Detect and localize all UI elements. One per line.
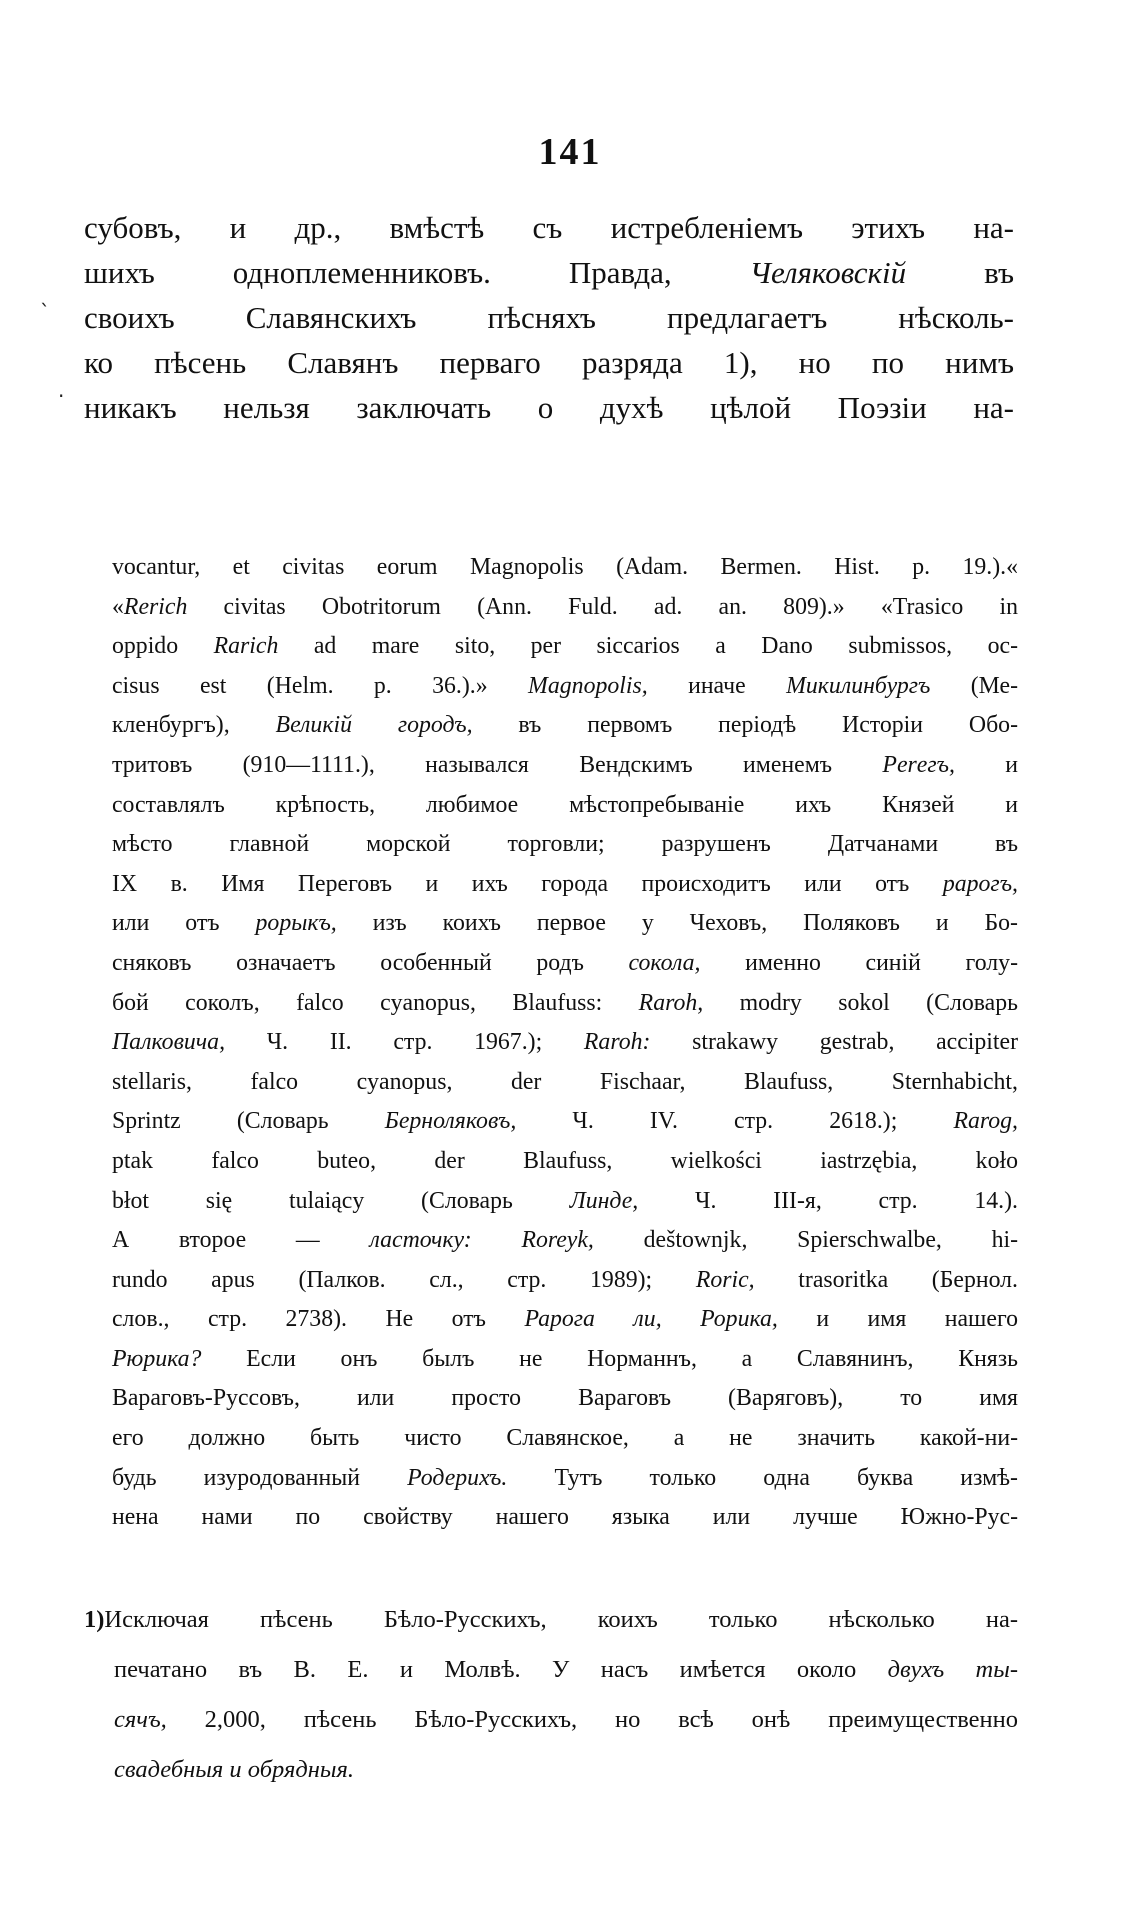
- text-segment: кленбургъ),: [112, 712, 276, 739]
- text-segment: Если онъ былъ не Норманнъ, а Славянинъ, Князь: [201, 1345, 1018, 1372]
- italic-term: Великій городъ,: [275, 712, 473, 739]
- italic-term: popыкъ,: [255, 910, 337, 937]
- text-segment: сняковъ означаетъ особенный родъ: [112, 949, 629, 976]
- text-segment: и имя нашего: [777, 1306, 1019, 1333]
- note-line: [112, 667, 1018, 707]
- note-line: нена нами по свойству нашего языка или лучше Южно-Рус-: [112, 1504, 1018, 1531]
- text-segment: Исключая пѣсень Бѣло-Русскихъ, коихъ только нѣсколько на-: [104, 1606, 1018, 1633]
- footnote: [84, 1595, 1018, 1795]
- italic-term: Рарога ли, Рорика,: [524, 1306, 778, 1333]
- text-segment: именно синій голу-: [700, 949, 1018, 976]
- note-line: [112, 1182, 1018, 1222]
- text-segment: civitas Obotritorum (Ann. Fuld. ad. an. 809).» «Trasico in: [187, 593, 1018, 620]
- text-segment: бой соколъ, falco cyanopus, Blaufuss:: [112, 989, 639, 1016]
- note-line: [112, 904, 1018, 944]
- text-segment: cisus est (Helm. p. 36.).»: [112, 672, 529, 699]
- italic-term: Линде,: [569, 1187, 639, 1214]
- text-segment: Ч. IV. стр. 2618.);: [516, 1108, 954, 1135]
- italic-term: Родерихъ.: [407, 1464, 508, 1491]
- note-line: [112, 1459, 1018, 1499]
- note-line: stellaris, falco cyanopus, der Fischaar, Blaufuss, Sternhabicht,: [112, 1068, 1018, 1095]
- text-segment: иначе: [647, 672, 787, 699]
- text-segment: тритовъ (910—1111.), назывался Вендскимъ именемъ: [112, 751, 883, 778]
- text-segment: слов., стр. 2738). Не отъ: [112, 1306, 525, 1333]
- text-segment: oppido: [112, 633, 214, 660]
- text-segment: въ: [984, 255, 1015, 290]
- italic-term: Rerich: [123, 593, 188, 620]
- footnote-line: [84, 1645, 1018, 1695]
- italic-term: сокола,: [628, 949, 701, 976]
- note-line: [112, 1261, 1018, 1301]
- scan-mark: .: [58, 378, 65, 402]
- text-segment: будь изуродованный: [112, 1464, 408, 1491]
- italic-term: Берноляковъ,: [384, 1108, 517, 1135]
- note-line: [112, 865, 1018, 905]
- italic-term: Roreyk,: [521, 1227, 594, 1254]
- italic-term: Микилинбургъ: [786, 672, 931, 699]
- main-text: [84, 205, 1014, 430]
- note-line: [112, 1221, 1018, 1261]
- italic-term: Roric,: [695, 1266, 755, 1293]
- text-segment: [472, 1227, 522, 1253]
- text-segment: «: [112, 593, 124, 620]
- italic-term: Рюрика?: [112, 1345, 202, 1372]
- text-segment: deštownjk, Spierschwalbe, hi-: [593, 1227, 1018, 1254]
- text-segment: и: [954, 751, 1019, 778]
- text-segment: шихъ одноплеменниковъ. Правда,: [84, 255, 672, 290]
- footnote-marker: 1): [84, 1606, 105, 1633]
- note-line: [112, 944, 1018, 984]
- note-line: составлялъ крѣпость, любимое мѣстопребываніе ихъ Князей и: [112, 791, 1018, 818]
- text-segment: Ч. III-я, стр. 14.).: [638, 1187, 1018, 1214]
- note-line: [112, 1300, 1018, 1340]
- italic-term: Perегъ,: [882, 751, 955, 778]
- text-segment: IX в. Имя Переговъ и ихъ города происходитъ или отъ: [112, 870, 943, 897]
- footnote-line: [84, 1745, 1018, 1795]
- note-line: [112, 706, 1018, 746]
- text-segment: rundo apus (Палков. сл., стр. 1989);: [112, 1266, 696, 1293]
- text-segment: Ч. II. стр. 1967.);: [225, 1029, 584, 1056]
- note-line: [112, 746, 1018, 786]
- main-text-line: [84, 250, 1014, 295]
- text-segment: А второе —: [112, 1227, 370, 1254]
- note-continuation: [112, 548, 1018, 1538]
- author-name: Челяковскій: [749, 255, 907, 290]
- note-line: [112, 1023, 1018, 1063]
- text-segment: modry sokol (Словарь: [703, 989, 1018, 1016]
- main-text-line: субовъ, и др., вмѣстѣ съ истребленіемъ этихъ на-: [84, 210, 1014, 245]
- note-line: ptak falco buteo, der Blaufuss, wielkości iastrzębia, koło: [112, 1147, 1018, 1174]
- text-segment: Sprintz (Словарь: [112, 1108, 385, 1135]
- italic-term: Raroh:: [583, 1029, 651, 1056]
- text-segment: изъ коихъ первое у Чеховъ, Поляковъ и Бо-: [336, 910, 1018, 937]
- note-line: его должно быть чисто Славянское, а не значить какой-ни-: [112, 1425, 1018, 1452]
- italic-term: свадебныя и обрядныя.: [114, 1756, 355, 1783]
- text-segment: (Ме-: [930, 672, 1018, 699]
- main-text-line: ко пѣсень Славянъ перваго разряда 1), но по нимъ: [84, 345, 1014, 380]
- note-line: мѣсто главной морской торговли; разрушенъ Датчанами въ: [112, 831, 1018, 858]
- note-line: Вараговъ-Руссовъ, или просто Вараговъ (Варяговъ), то имя: [112, 1385, 1018, 1412]
- text-segment: ad mare sito, per siccarios a Dano submissos, oc-: [278, 633, 1018, 660]
- note-line: [112, 1102, 1018, 1142]
- italic-term: Rarog,: [953, 1108, 1018, 1135]
- note-line: [112, 984, 1018, 1024]
- scan-mark: ˋ: [40, 300, 50, 324]
- italic-term: рарогъ,: [942, 870, 1018, 897]
- page-number: 141: [538, 131, 602, 173]
- footnote-line: [84, 1595, 1018, 1645]
- italic-term: двухъ ты-: [887, 1656, 1018, 1683]
- text-segment: strakawy gestrab, accipiter: [650, 1029, 1019, 1056]
- italic-term: Rarich: [213, 633, 279, 660]
- text-segment: въ первомъ періодѣ Исторіи Обо-: [472, 712, 1019, 739]
- note-line: vocantur, et civitas eorum Magnopolis (Adam. Bermen. Hist. p. 19.).«: [112, 554, 1018, 580]
- main-text-line: никакъ нельзя заключать о духѣ цѣлой Поэзіи на-: [84, 390, 1014, 425]
- note-line: [112, 588, 1018, 628]
- footnote-line: [84, 1695, 1018, 1745]
- text-segment: Тутъ только одна буква измѣ-: [507, 1464, 1018, 1491]
- note-line: [112, 1340, 1018, 1380]
- italic-term: ласточку:: [369, 1227, 472, 1254]
- text-segment: 2,000, пѣсень Бѣло-Русскихъ, но всѣ онѣ преимущественно: [166, 1706, 1018, 1733]
- italic-term: Raroh,: [638, 989, 704, 1016]
- text-segment: błot się tulaiący (Словарь: [112, 1187, 570, 1214]
- text-segment: печатано въ В. Е. и Молвѣ. У насъ имѣется около: [114, 1656, 857, 1683]
- text-segment: или отъ: [112, 910, 256, 937]
- italic-term: Палковича,: [112, 1029, 226, 1056]
- main-text-line: своихъ Славянскихъ пѣсняхъ предлагаетъ нѣсколь-: [84, 300, 1014, 335]
- italic-term: Magnopolis,: [528, 672, 648, 699]
- text-segment: trasoritka (Бернол.: [754, 1266, 1019, 1293]
- note-line: [112, 627, 1018, 667]
- italic-term: сячъ,: [114, 1706, 167, 1733]
